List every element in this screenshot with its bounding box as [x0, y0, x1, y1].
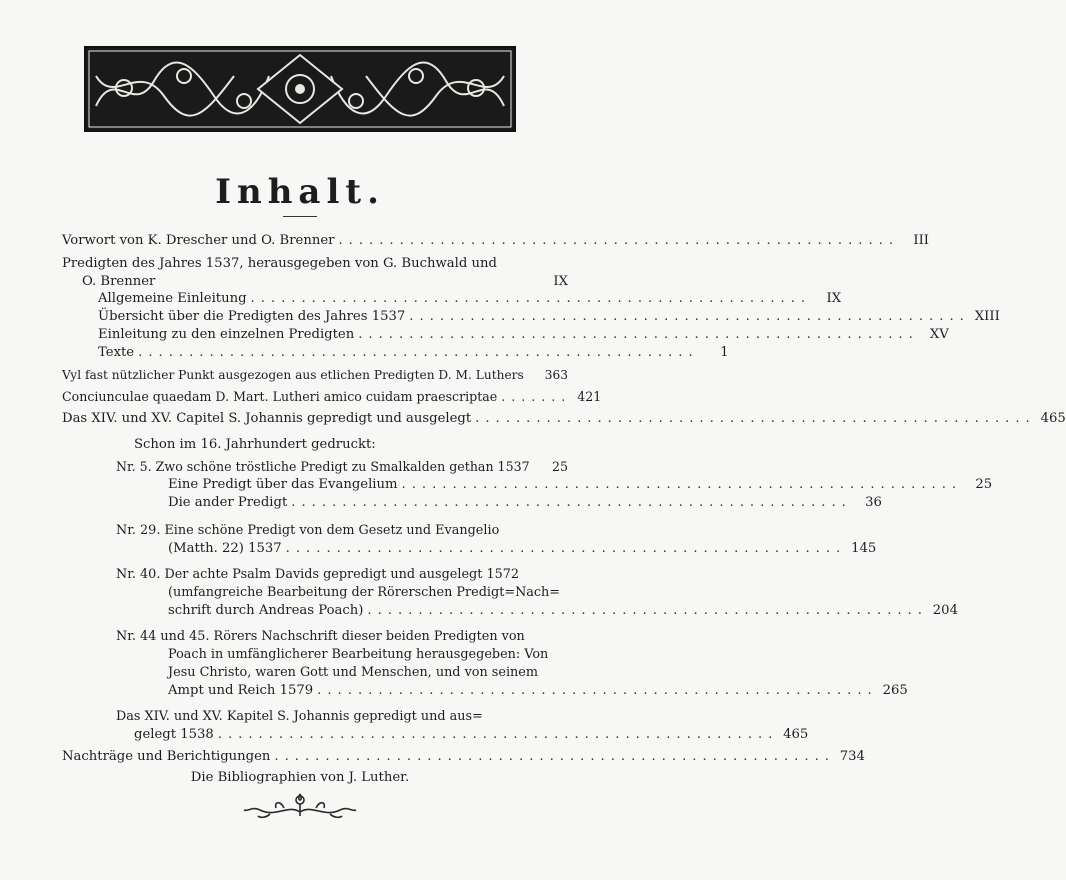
leader-dots: .......................................................: [409, 309, 970, 324]
toc-entry-text: Vorwort von K. Drescher und O. Brenner: [62, 233, 335, 248]
toc-entry-text: O. Brenner: [82, 274, 156, 289]
toc-entry: [168, 602, 958, 620]
toc-entry-page: III: [913, 233, 930, 248]
toc-entry-page: 25: [551, 459, 568, 474]
toc-entry: (umfangreiche Bearbeitung der Rörerschen Predigt=Nach=: [168, 585, 561, 600]
ornamental-header-banner: [84, 46, 516, 132]
toc-entry-page: IX: [553, 274, 568, 289]
toc-entry-page: 25: [975, 477, 993, 492]
toc-entry: Nr. 44 und 45. Rörers Nachschrift dieser beiden Predigten von: [116, 629, 525, 644]
leader-dots: .......................................................: [217, 727, 779, 742]
toc-entry-text: Einleitung zu den einzelnen Predigten: [98, 327, 355, 342]
toc-entry: [168, 682, 908, 700]
toc-entry-page: 421: [577, 389, 602, 404]
toc-entry-page: XV: [929, 327, 949, 342]
bibliography-note: Die Bibliographien von J. Luther.: [190, 770, 410, 785]
leader-dots: .......................................................: [285, 541, 847, 556]
leader-dots: .......................................................: [338, 233, 900, 248]
toc-entry: Nr. 40. Der achte Psalm Davids gepredigt und ausgelegt 1572: [116, 567, 520, 582]
toc-entry-text: Die ander Predigt: [168, 495, 288, 510]
toc-entry-page: 734: [839, 749, 865, 764]
title-rule: [283, 216, 317, 217]
toc-entry: [82, 273, 568, 291]
toc-entry: [168, 476, 993, 494]
toc-entry-page: 145: [851, 541, 877, 556]
floral-ornament: [240, 788, 360, 822]
leader-dots: .......................................................: [475, 411, 1036, 426]
toc-entry-page: 36: [865, 495, 882, 510]
toc-entry-text: Ampt und Reich 1579: [168, 683, 314, 698]
toc-entry: Jesu Christo, waren Gott und Menschen, und von seinem: [168, 665, 538, 680]
toc-entry: [168, 494, 882, 512]
toc-entry: [134, 726, 809, 744]
toc-entry: [98, 326, 949, 344]
toc-entry-text: Nr. 5. Zwo schöne tröstliche Predigt zu Smalkalden gethan 1537: [116, 459, 530, 474]
toc-entry: [62, 748, 865, 766]
toc-entry-page: 465: [783, 727, 809, 742]
toc-entry: [62, 366, 568, 384]
toc-entry-text: Nachträge und Berichtigungen: [62, 749, 271, 764]
toc-entry: [116, 458, 568, 476]
toc-entry-page: 1: [720, 345, 729, 360]
toc-entry: [98, 290, 842, 308]
leader-dots: .......................................................: [138, 345, 699, 360]
contents-title: Inhalt.: [215, 172, 385, 212]
toc-entry-text: Vyl fast nützlicher Punkt ausgezogen aus etlichen Predigten D. M. Luthers: [62, 368, 524, 382]
toc-entry-page: XIII: [974, 309, 1000, 324]
toc-entry: Predigten des Jahres 1537, herausgegeben von G. Buchwald und: [62, 256, 497, 271]
leader-dots: .......................................................: [358, 327, 919, 342]
toc-entry-text: Conciunculae quaedam D. Mart. Lutheri amico cuidam praescriptae: [62, 389, 498, 404]
leader-dots: .......: [501, 389, 572, 404]
toc-entry-text: Übersicht über die Predigten des Jahres 1537: [98, 309, 406, 324]
toc-entry-page: 465: [1040, 411, 1066, 426]
toc-entry: [98, 344, 729, 362]
toc-entry-page: 363: [544, 368, 568, 382]
toc-entry: Nr. 29. Eine schöne Predigt von dem Gesetz und Evangelio: [116, 523, 500, 538]
toc-entry: [98, 308, 1000, 326]
toc-entry-text: gelegt 1538: [134, 727, 214, 742]
toc-entry-text: Eine Predigt über das Evangelium: [168, 477, 398, 492]
leader-dots: .......................................................: [274, 749, 835, 764]
toc-entry-page: 265: [882, 683, 908, 698]
toc-entry: Poach in umfänglicherer Bearbeitung herausgegeben: Von: [168, 647, 549, 662]
toc-entry-text: schrift durch Andreas Poach): [168, 603, 364, 618]
leader-dots: .......................................................: [401, 477, 963, 492]
toc-entry-text: Das XIV. und XV. Capitel S. Johannis gepredigt und ausgelegt: [62, 411, 472, 426]
toc-entry: [62, 410, 1066, 428]
toc-entry-page: IX: [826, 291, 842, 306]
section-heading: Schon im 16. Jahrhundert gedruckt:: [134, 437, 376, 452]
leader-dots: .......................................................: [367, 603, 928, 618]
leader-dots: .......................................................: [250, 291, 812, 306]
toc-entry-page: 204: [932, 603, 958, 618]
toc-entry: Das XIV. und XV. Kapitel S. Johannis gepredigt und aus=: [116, 709, 483, 724]
toc-entry: [62, 388, 602, 406]
toc-entry-text: (Matth. 22) 1537: [168, 541, 282, 556]
toc-entry: [62, 232, 930, 250]
leader-dots: .......................................................: [317, 683, 878, 698]
toc-entry-text: Allgemeine Einleitung: [98, 291, 247, 306]
toc-entry: [168, 540, 877, 558]
toc-entry-text: Texte: [98, 345, 135, 360]
leader-dots: .......................................................: [291, 495, 852, 510]
